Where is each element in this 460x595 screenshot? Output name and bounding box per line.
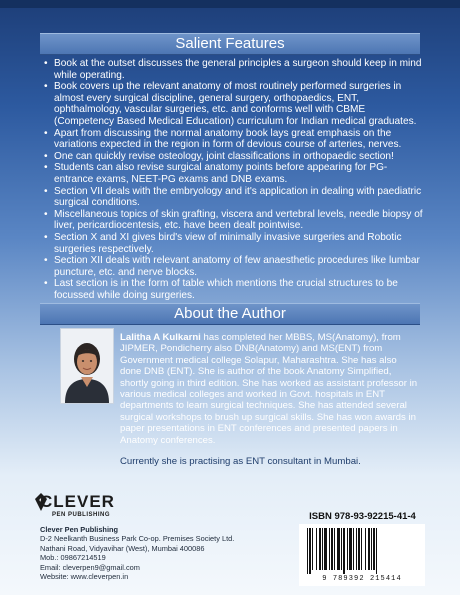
author-bio-text: has completed her MBBS, MS(Anatomy), from JIPMER, Pondicherry also DNB(Anatomy) and MS(ENT) from Government medical college Solapur, Maharashtra. She has also done DNB (ENT). She is author of the book Anatomy Simplified, shortly going in third edition. She has worked as assistant professor in various medical colleges and worked in Govt. hospitals in ENT departments to learn surgical techniques. She has attended several surgical workshops to brush up surgical skills. She has won awards in paper presentations in ENT conferences and presented papers in Anatomy conferences. (120, 332, 418, 446)
about-author-heading: About the Author (40, 303, 420, 325)
feature-item: • One can quickly revise osteology, joint classifications in orthopaedic section! (44, 151, 424, 163)
publisher-website: Website: www.cleverpen.in (40, 572, 129, 582)
logo-subtitle: PEN PUBLISHING (52, 512, 111, 518)
publisher-mobile: Mob.: 09867214519 (40, 553, 106, 563)
author-name: Lalitha A Kulkarni (120, 332, 201, 343)
top-border (0, 0, 460, 8)
publisher-name: Clever Pen Publishing (40, 525, 119, 534)
feature-item: • Section X and XI gives bird's view of minimally invasive surgeries and Robotic surgeries respectively. (44, 232, 424, 255)
feature-item: • Book covers up the relevant anatomy of most routinely performed surgeries in almost every surgical discipline, general surgery, orthopaedics, ENT, ophthalmology, vascular surgeries, etc. and conforms well with CBME (Competency Based Medical Education) curriculum for Indian medical graduates. (44, 81, 424, 127)
publisher-info (40, 525, 280, 581)
feature-item: • Section XII deals with relevant anatomy of few anaesthetic procedures like lumbar puncture, etc. and nerve blocks. (44, 255, 424, 278)
barcode-digits: 9 789392 215414 (322, 575, 402, 583)
feature-item: • Miscellaneous topics of skin grafting, viscera and vertebral levels, needle biopsy of liver, pericardiocentesis, etc. have been dealt pointwise. (44, 209, 424, 232)
publisher-address-line-1: D-2 Neelkanth Business Park Co-op. Premises Society Ltd. (40, 534, 235, 544)
salient-features-heading: Salient Features (40, 33, 420, 55)
logo-word: CLEVER (40, 492, 115, 511)
publisher-address-line-2: Nathani Road, Vidyavihar (West), Mumbai 400086 (40, 543, 205, 553)
author-portrait-graphic (61, 329, 113, 403)
publisher-email: Email: cleverpen9@gmail.com (40, 562, 140, 572)
author-bio (120, 332, 420, 446)
feature-item: • Students can also revise surgical anatomy points before appearing for PG-entrance exams, NEET-PG exams and DNB exams. (44, 162, 424, 185)
publisher-logo (38, 490, 158, 524)
author-current-practice: Currently she is practising as ENT consultant in Mumbai. (120, 456, 361, 467)
isbn-barcode (299, 524, 425, 586)
salient-features-list (44, 58, 424, 301)
isbn-label: ISBN 978-93-92215-41-4 (309, 511, 416, 522)
feature-item: • Section VII deals with the embryology and it's application in dealing with paediatric surgical conditions. (44, 186, 424, 209)
feature-item: • Book at the outset discusses the general principles a surgeon should keep in mind while operating. (44, 58, 424, 81)
author-photo (60, 328, 114, 404)
feature-item: • Last section is in the form of table which mentions the crucial structures to be focussed while doing surgeries. (44, 278, 424, 301)
barcode-bars-graphic (305, 528, 419, 574)
feature-item: • Apart from discussing the normal anatomy book lays great emphasis on the variations expected in the region in form of devious course of arteries, nerves. (44, 128, 424, 151)
